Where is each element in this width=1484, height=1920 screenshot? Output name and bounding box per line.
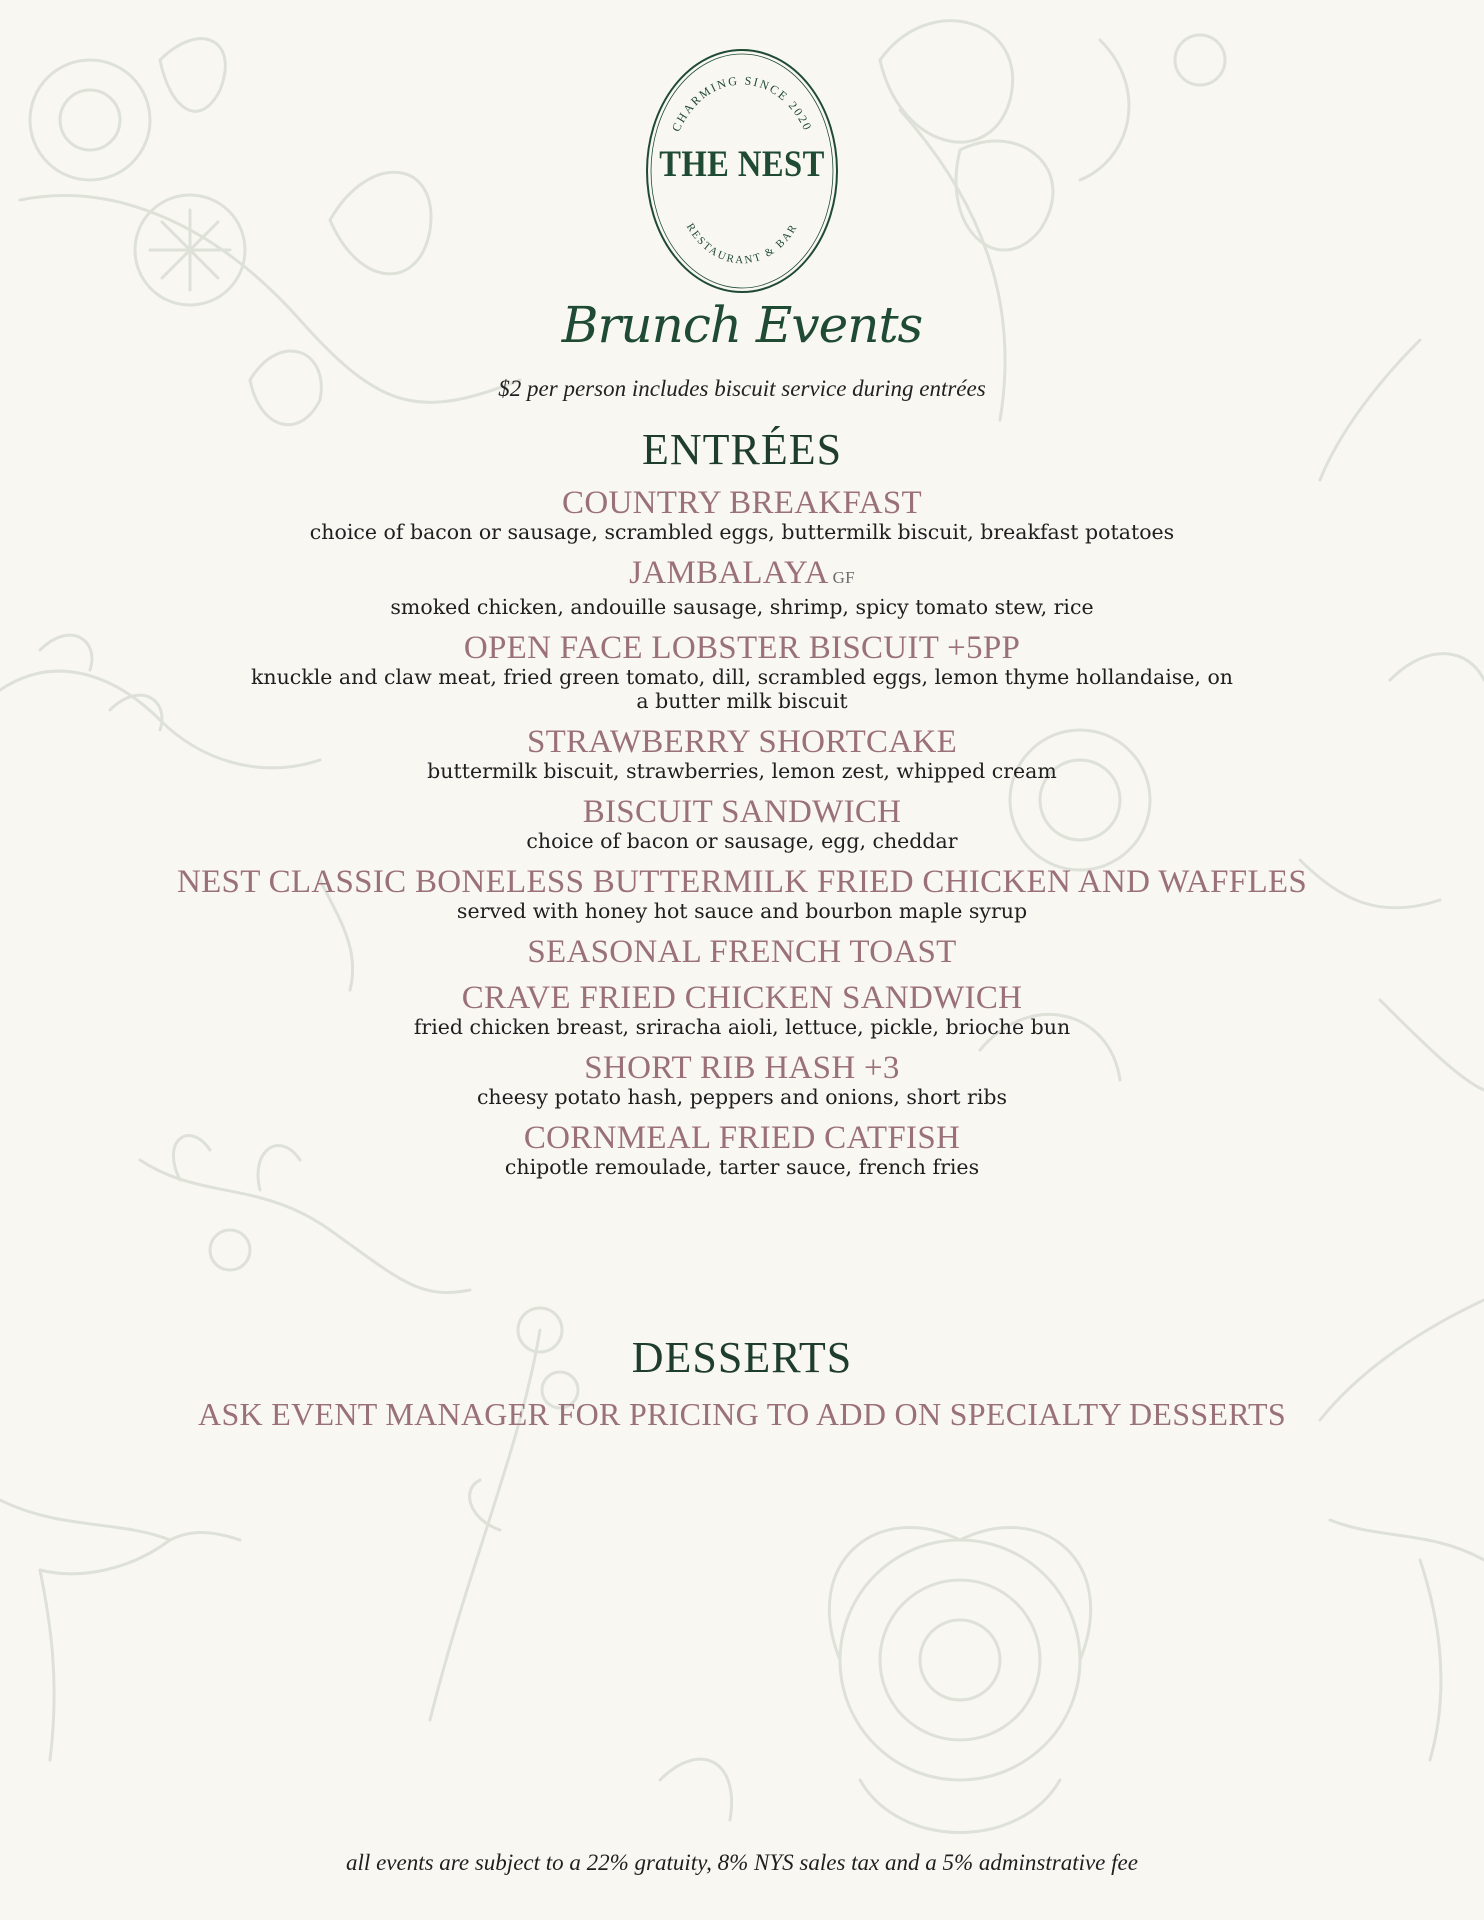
page-title: Brunch Events bbox=[561, 296, 923, 354]
menu-item bbox=[140, 1051, 1344, 1109]
subtitle: $2 per person includes biscuit service during entrées bbox=[498, 376, 986, 401]
menu-item-description: fried chicken breast, sriracha aioli, lettuce, pickle, brioche bun bbox=[413, 1015, 1071, 1039]
menu-item-name bbox=[140, 865, 1344, 899]
entrees-list bbox=[140, 486, 1344, 1191]
menu-item-name-text: CRAVE FRIED CHICKEN SANDWICH bbox=[461, 980, 1023, 1016]
desserts-heading: DESSERTS bbox=[631, 1333, 853, 1382]
menu-item bbox=[140, 981, 1344, 1039]
menu-item bbox=[140, 725, 1344, 783]
menu-item-name-text: OPEN FACE LOBSTER BISCUIT +5PP bbox=[463, 630, 1021, 666]
menu-item-name bbox=[140, 725, 1344, 759]
menu-item-name bbox=[140, 631, 1344, 665]
menu-item-name bbox=[140, 981, 1344, 1015]
menu-item-name bbox=[140, 935, 1344, 969]
menu-item bbox=[140, 795, 1344, 853]
menu-item bbox=[140, 556, 1344, 619]
menu-item-description: knuckle and claw meat, fried green tomato, dill, scrambled eggs, lemon thyme hollandaise, on a butter milk biscuit bbox=[250, 665, 1234, 713]
dietary-tag: GF bbox=[832, 568, 855, 587]
menu-item-name-text: STRAWBERRY SHORTCAKE bbox=[526, 724, 958, 760]
menu-item-name-text: NEST CLASSIC BONELESS BUTTERMILK FRIED CHICKEN AND WAFFLES bbox=[176, 864, 1308, 900]
menu-item-description: cheesy potato hash, peppers and onions, short ribs bbox=[476, 1085, 1008, 1109]
menu-item-name bbox=[140, 1121, 1344, 1155]
logo-bottom-text: RESTAURANT & BAR bbox=[683, 221, 801, 267]
menu-item-description: choice of bacon or sausage, scrambled eggs, buttermilk biscuit, breakfast potatoes bbox=[309, 520, 1175, 544]
menu-item bbox=[140, 631, 1344, 713]
the-nest-logo bbox=[642, 45, 842, 297]
footer-note: all events are subject to a 22% gratuity, 8% NYS sales tax and a 5% adminstrative fee bbox=[346, 1850, 1138, 1875]
logo-name: THE NEST bbox=[659, 144, 825, 185]
menu-item-name-text: JAMBALAYA bbox=[629, 555, 829, 591]
entrees-heading: ENTRÉES bbox=[641, 425, 843, 474]
menu-item-description: served with honey hot sauce and bourbon maple syrup bbox=[456, 899, 1028, 923]
menu-item-description: chipotle remoulade, tarter sauce, french fries bbox=[504, 1155, 980, 1179]
menu-item-name-text: COUNTRY BREAKFAST bbox=[562, 485, 922, 521]
menu-item-name-text: SHORT RIB HASH +3 bbox=[584, 1050, 900, 1086]
menu-item-name-text: BISCUIT SANDWICH bbox=[582, 794, 902, 830]
menu-item-name bbox=[140, 1051, 1344, 1085]
menu-item bbox=[140, 1121, 1344, 1179]
menu-item-name-text: CORNMEAL FRIED CATFISH bbox=[523, 1120, 961, 1156]
menu-item-name-text: SEASONAL FRENCH TOAST bbox=[527, 934, 957, 970]
menu-item-description: smoked chicken, andouille sausage, shrimp, spicy tomato stew, rice bbox=[390, 595, 1094, 619]
menu-item-name bbox=[140, 795, 1344, 829]
menu-item-description: buttermilk biscuit, strawberries, lemon zest, whipped cream bbox=[427, 759, 1057, 783]
desserts-note: ASK EVENT MANAGER FOR PRICING TO ADD ON SPECIALTY DESSERTS bbox=[198, 1396, 1286, 1432]
menu-item bbox=[140, 486, 1344, 544]
logo-top-text: CHARMING SINCE 2020 bbox=[668, 73, 816, 134]
menu-item-description: choice of bacon or sausage, egg, cheddar bbox=[526, 829, 958, 853]
menu-item-name bbox=[140, 486, 1344, 520]
menu-item-name bbox=[140, 556, 1344, 595]
menu-item bbox=[140, 935, 1344, 969]
menu-item bbox=[140, 865, 1344, 923]
